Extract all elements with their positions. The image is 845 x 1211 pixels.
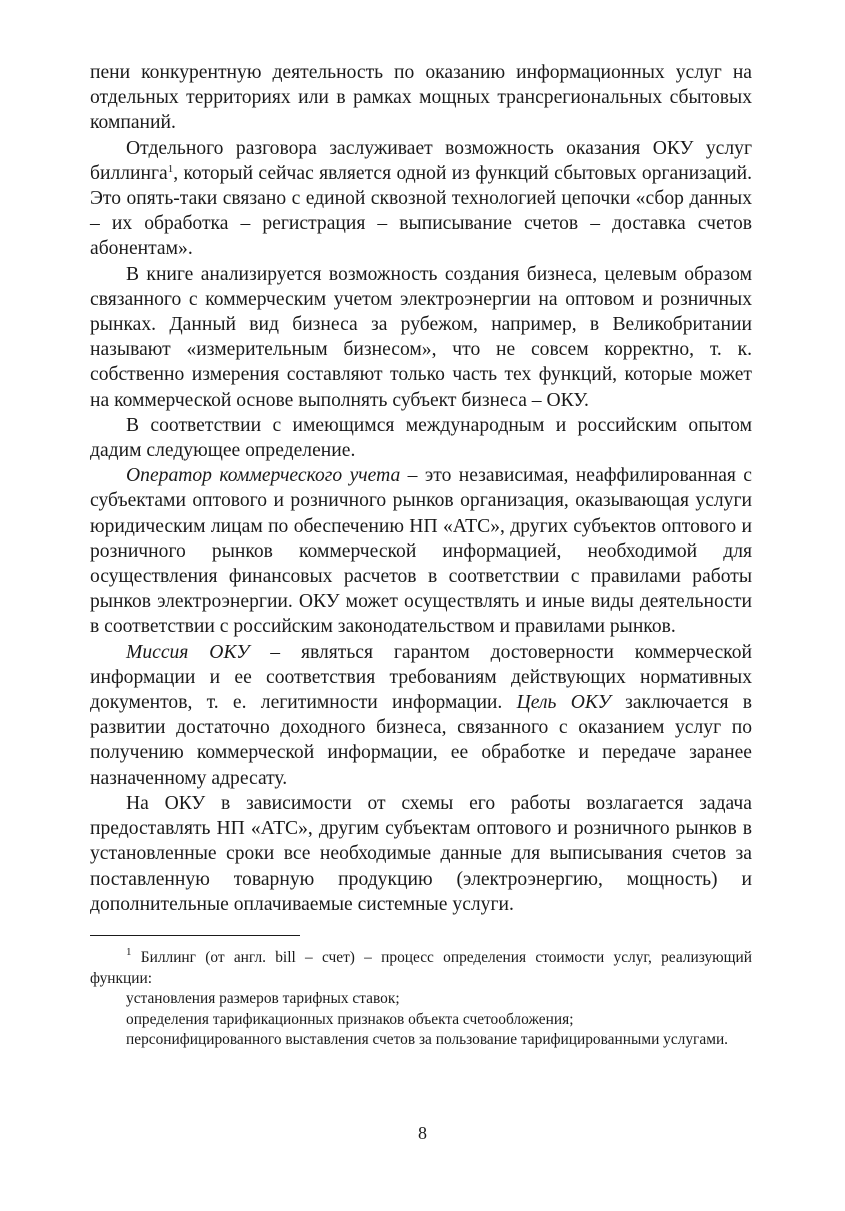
footnote-list-item: определения тарификационных признаков объекта счетообложения;: [126, 1010, 574, 1028]
term-goal: Цель ОКУ: [516, 692, 611, 714]
paragraph-mission: [90, 640, 752, 791]
definition-text: это независимая, неаффилированная с субъектами оптового и розничного рынков организация, оказывающая услуги юридическим лицам по обеспечению НП «АТС», других субъектов оптового и розничного рынков коммерческой информацией, необходимой для осуществления финансовых расчетов в соответствии с правилами работы рынков электроэнергии. ОКУ может осуществлять и иные виды деятельности в соответствии с российским законодательством и правилами рынков.: [90, 465, 752, 638]
term-mission: Миссия ОКУ –: [126, 641, 281, 663]
page-content: [90, 60, 752, 1051]
paragraph-billing: [90, 136, 752, 262]
paragraph-billing-text-end: , который сейчас является одной из функций сбытовых организаций. Это опять-таки связано с единой сквозной технологией цепочки «сбор данных – их обработка – регистрация – выписывание счетов – доставка счетов абонентам».: [90, 162, 752, 260]
footnote-divider: [90, 935, 300, 936]
mission-text: являться гарантом достоверности коммерческой информации и ее соответствия требованиям действующих нормативных документов, т. е. легитимности информации.: [90, 641, 752, 714]
paragraph-business: В книге анализируется возможность создания бизнеса, целевым образом связанного с коммерческим учетом электроэнергии на оптовом и розничных рынках. Данный вид бизнеса за рубежом, например, в Великобритании называют «измерительным бизнесом», что не совсем корректно, т. к. собственно измерения составляют только часть тех функций, которые может на коммерческой основе выполнять субъект бизнеса – ОКУ.: [90, 263, 752, 411]
paragraph-continuation: пени конкурентную деятельность по оказанию информационных услуг на отдельных территориях или в рамках мощных трансрегиональных сбытовых компаний.: [90, 62, 752, 134]
footnote: [90, 945, 752, 1051]
footnote-marker: 1: [126, 945, 132, 958]
footnote-list-item: персонифицированного выставления счетов за пользование тарифицированными услугами.: [126, 1031, 729, 1049]
paragraph-billing-text-start: Отдельного разговора заслуживает возможность оказания ОКУ услуг биллинга: [90, 137, 752, 184]
paragraph-obligations: На ОКУ в зависимости от схемы его работы возлагается задача предоставлять НП «АТС», другим субъектам оптового и розничного рынков в установленные сроки все необходимые данные для выписывания счетов за поставленную товарную продукцию (электроэнергию, мощность) и дополнительные оплачиваемые системные услуги.: [90, 792, 752, 915]
footnote-text: [90, 945, 752, 989]
footnote-reference: 1: [167, 162, 174, 175]
paragraph-definition-intro: В соответствии с имеющимся международным и российским опытом дадим следующее определение.: [90, 414, 752, 462]
footnote-list-item: установления размеров тарифных ставок;: [126, 990, 400, 1008]
body-text: [90, 60, 752, 917]
page-number: 8: [418, 1123, 427, 1143]
goal-text: заключается в развитии достаточно доходного бизнеса, связанного с оказанием услуг по получению коммерческой информации, ее обработке и передаче заранее назначенному адресату.: [90, 692, 752, 789]
footnote-definition: Биллинг (от англ. bill – счет) – процесс определения стоимости услуг, реализующий функции:: [90, 948, 752, 987]
term-operator: Оператор коммерческого учета –: [126, 465, 418, 487]
paragraph-definition: [90, 463, 752, 639]
